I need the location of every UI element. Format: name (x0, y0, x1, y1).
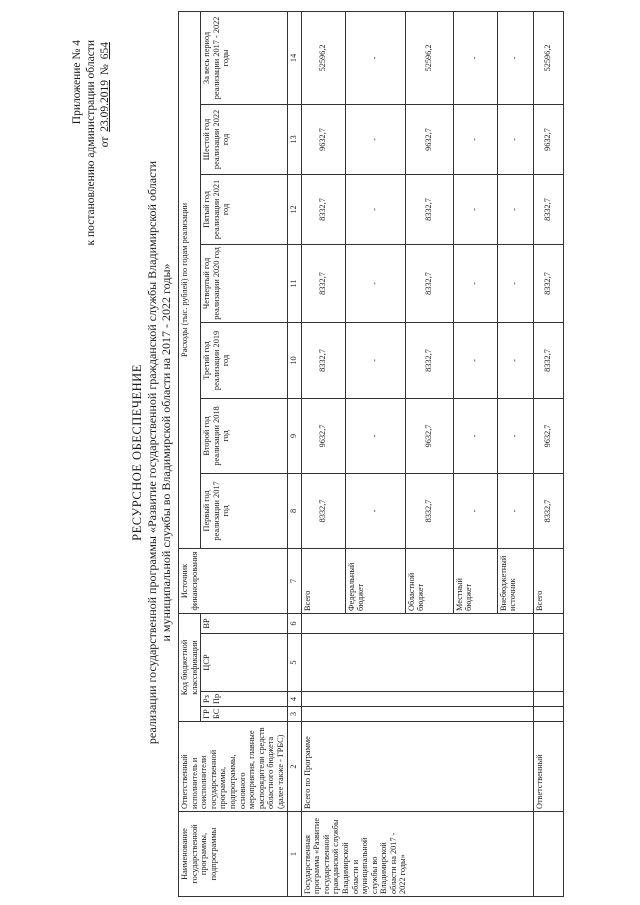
program-name-cell: Государственная программа «Развитие государственной гражданской службы Владимирской области и муниципальной службы во Владимирской области на 2017 - 2022 годы» (301, 812, 533, 897)
annex-from: от (99, 136, 111, 148)
column-number: 7 (287, 548, 301, 613)
value-cell: 8332,7 (405, 174, 453, 244)
column-number: 8 (287, 473, 301, 548)
header-vr: ВР (201, 613, 287, 633)
annex-decree: к постановлению администрации области (85, 40, 97, 246)
value-cell: - (497, 322, 533, 398)
value-cell: - (345, 473, 405, 548)
header-year-4: Четвертый год реализации 2020 год (201, 244, 287, 322)
value-cell: 8332,7 (301, 322, 345, 398)
value-cell: - (345, 244, 405, 322)
header-year-5: Пятый год реализации 2021 год (201, 174, 287, 244)
annex-date-line (98, 40, 112, 340)
value-cell: 9632,7 (301, 104, 345, 174)
vr-cell (301, 613, 533, 633)
value-cell: 52596,2 (405, 11, 453, 104)
value-cell: 8332,7 (301, 244, 345, 322)
value-cell: 8332,7 (405, 244, 453, 322)
value-cell: - (453, 322, 497, 398)
column-number: 12 (287, 174, 301, 244)
value-cell: 9632,7 (301, 398, 345, 473)
value-cell: 8332,7 (405, 473, 453, 548)
heading (130, 60, 173, 845)
value-cell: - (497, 244, 533, 322)
program-responsible-cell: Всего по Программе (301, 722, 533, 812)
column-number-row (287, 11, 301, 896)
document-title: РЕСУРСНОЕ ОБЕСПЕЧЕНИЕ (130, 364, 144, 541)
annex-title: Приложение № 4 (71, 40, 83, 125)
source-cell: Внебюджетный источник (497, 548, 533, 613)
value-cell: - (345, 322, 405, 398)
column-number: 14 (287, 11, 301, 104)
column-number: 9 (287, 398, 301, 473)
table-row (533, 11, 563, 896)
column-number: 11 (287, 244, 301, 322)
value-cell: - (497, 11, 533, 104)
grbs-cell (533, 707, 563, 722)
annex-block (70, 40, 112, 340)
value-cell: - (497, 104, 533, 174)
value-cell: 9632,7 (405, 104, 453, 174)
value-cell: - (497, 174, 533, 244)
header-budget-code: Код бюджетной классификации (179, 613, 201, 721)
resource-table (178, 11, 564, 897)
value-cell: 8332,7 (533, 322, 563, 398)
value-cell: 8332,7 (533, 174, 563, 244)
value-cell: 8332,7 (533, 244, 563, 322)
value-cell: - (497, 398, 533, 473)
value-cell: - (345, 398, 405, 473)
value-cell: 8332,7 (301, 473, 345, 548)
source-cell: Всего (301, 548, 345, 613)
column-number: 13 (287, 104, 301, 174)
value-cell: - (453, 244, 497, 322)
header-year-1: Первый год реализации 2017 год (201, 473, 287, 548)
header-year-6: Шестой год реализации 2022 год (201, 104, 287, 174)
value-cell: - (453, 398, 497, 473)
program-name-cell (533, 812, 563, 897)
header-responsible: Ответственный исполнитель и соисполнители государственной программы, подпрограммы, основного мероприятия, главные распорядители средств областного бюджета (далее также - ГРБС) (179, 722, 288, 812)
value-cell: - (453, 11, 497, 104)
source-cell: Федеральный бюджет (345, 548, 405, 613)
csr-cell (533, 634, 563, 692)
value-cell: - (345, 174, 405, 244)
column-number: 1 (287, 812, 301, 897)
annex-number: 654 (99, 42, 111, 60)
value-cell: - (453, 174, 497, 244)
header-year-3: Третий год реализации 2019 год (201, 322, 287, 398)
source-cell: Всего (533, 548, 563, 613)
value-cell: 9632,7 (405, 398, 453, 473)
header-csr: ЦСР (201, 634, 287, 692)
value-cell: 8332,7 (301, 174, 345, 244)
value-cell: - (345, 11, 405, 104)
annex-date: 23.09.2019 (99, 79, 111, 132)
column-number: 4 (287, 692, 301, 707)
value-cell: - (453, 473, 497, 548)
column-number: 6 (287, 613, 301, 633)
header-name: Наименование государственной программы, подпрограммы (179, 812, 288, 897)
value-cell: 52596,2 (533, 11, 563, 104)
header-year-2: Второй год реализации 2018 год (201, 398, 287, 473)
column-number: 10 (287, 322, 301, 398)
table-row (301, 11, 345, 896)
value-cell: 9632,7 (533, 104, 563, 174)
column-number: 5 (287, 634, 301, 692)
responsible-cell: Ответственный (533, 722, 563, 812)
header-rz: Рз Пр (201, 692, 287, 707)
value-cell: 8332,7 (533, 473, 563, 548)
header-row-1 (179, 11, 201, 896)
value-cell: 9632,7 (533, 398, 563, 473)
header-total: За весь период реализации 2017 - 2022 годы (201, 11, 287, 104)
value-cell: - (345, 104, 405, 174)
header-grbs: ГР БС (201, 707, 287, 722)
rz-cell (301, 692, 533, 707)
vr-cell (533, 613, 563, 633)
column-number: 3 (287, 707, 301, 722)
document-subtitle-2: и муниципальной службы во Владимирской области на 2017 - 2022 годы» (159, 263, 173, 642)
csr-cell (301, 634, 533, 692)
value-cell: - (497, 473, 533, 548)
header-source: Источник финансирования (179, 548, 288, 613)
header-expenses: Расходы (тыс. рублей) по годам реализации (179, 11, 201, 548)
annex-number-sign: № (99, 64, 111, 76)
source-cell: Местный бюджет (453, 548, 497, 613)
value-cell: 8332,7 (405, 322, 453, 398)
value-cell: 52596,2 (301, 11, 345, 104)
document-subtitle-1: реализации государственной программы «Развитие государственной гражданской службы Владимирской области (145, 160, 159, 745)
column-number: 2 (287, 722, 301, 812)
source-cell: Областной бюджет (405, 548, 453, 613)
value-cell: - (453, 104, 497, 174)
rz-cell (533, 692, 563, 707)
grbs-cell (301, 707, 533, 722)
